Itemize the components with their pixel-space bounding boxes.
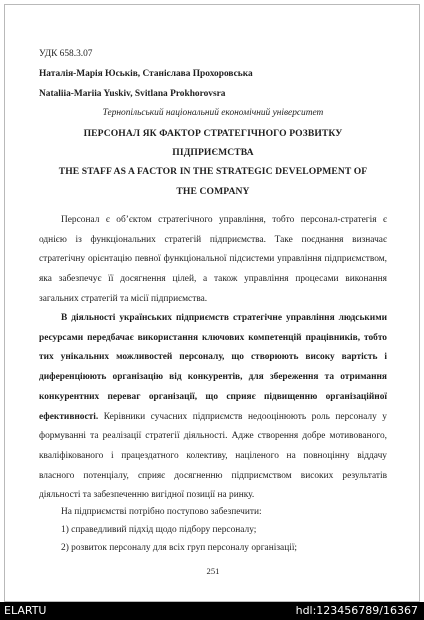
title-ukrainian-line2: ПІДПРИЄМСТВА	[172, 147, 254, 158]
paragraph-2	[39, 309, 387, 506]
list-item-2: 2) розвиток персоналу для всіх груп персоналу організації;	[61, 543, 298, 553]
title-english-line2: THE COMPANY	[176, 186, 250, 197]
affiliation: Тернопільський національний економічний університет	[102, 108, 324, 118]
title-ukrainian-line1: ПЕРСОНАЛ ЯК ФАКТОР СТРАТЕГІЧНОГО РОЗВИТКУ	[83, 128, 343, 139]
paragraph-2-bold-text: В діяльності українських підприємств стратегічне управління людськими ресурсами передбачає використання ключових компетенцій працівників, тобто тих унікальних можливостей персоналу, що створюють високу вартість і диференціюють організацію від конкурентів, для збереження та отримання конкурентних переваг організації, що сприяє підвищенню організаційної ефективності.	[39, 313, 387, 422]
page-number: 251	[206, 566, 220, 576]
authors-english: Nataliia-Mariia Yuskiv, Svitlana Prokhorovsra	[39, 89, 226, 99]
paragraph-2-text: Керівники сучасних підприємств недооцінюють роль персоналу у формуванні та реалізації стратегії діяльності. Адже створення добре мотивованого, кваліфікованого і працездатного колективу, націленого на повноцінну віддачу власного потенціалу, сприяє досягненню підприємством високих результатів діяльності та забезпеченню вигідної позиції на ринку.	[39, 411, 387, 501]
udc-code: УДК 658.3.07	[39, 49, 93, 59]
document-page	[4, 4, 420, 602]
footer-bar	[0, 602, 424, 620]
paragraph-1	[39, 211, 387, 310]
paragraph-1-text: Персонал є об’єктом стратегічного управління, тобто персонал-стратегія є однією із функціональних стратегій підприємства. Таке поєднання визначає стратегічну орієнтацію певної функціональної підсистеми управління підприємством, яка забезпечує її досягнення цілей, а також управління процесами виконання загальних стратегій та місії підприємства.	[39, 215, 387, 304]
authors-ukrainian: Наталія-Марія Юськів, Станіслава Прохоровська	[39, 69, 253, 79]
paragraph-3: На підприємстві потрібно поступово забезпечити:	[61, 507, 262, 517]
title-english-line1: THE STAFF AS A FACTOR IN THE STRATEGIC DEVELOPMENT OF	[58, 166, 368, 177]
footer-handle-id: hdl:123456789/16367	[295, 604, 418, 617]
list-item-1: 1) справедливий підхід щодо підбору персоналу;	[61, 525, 257, 535]
footer-repository-name: ELARTU	[4, 604, 47, 617]
